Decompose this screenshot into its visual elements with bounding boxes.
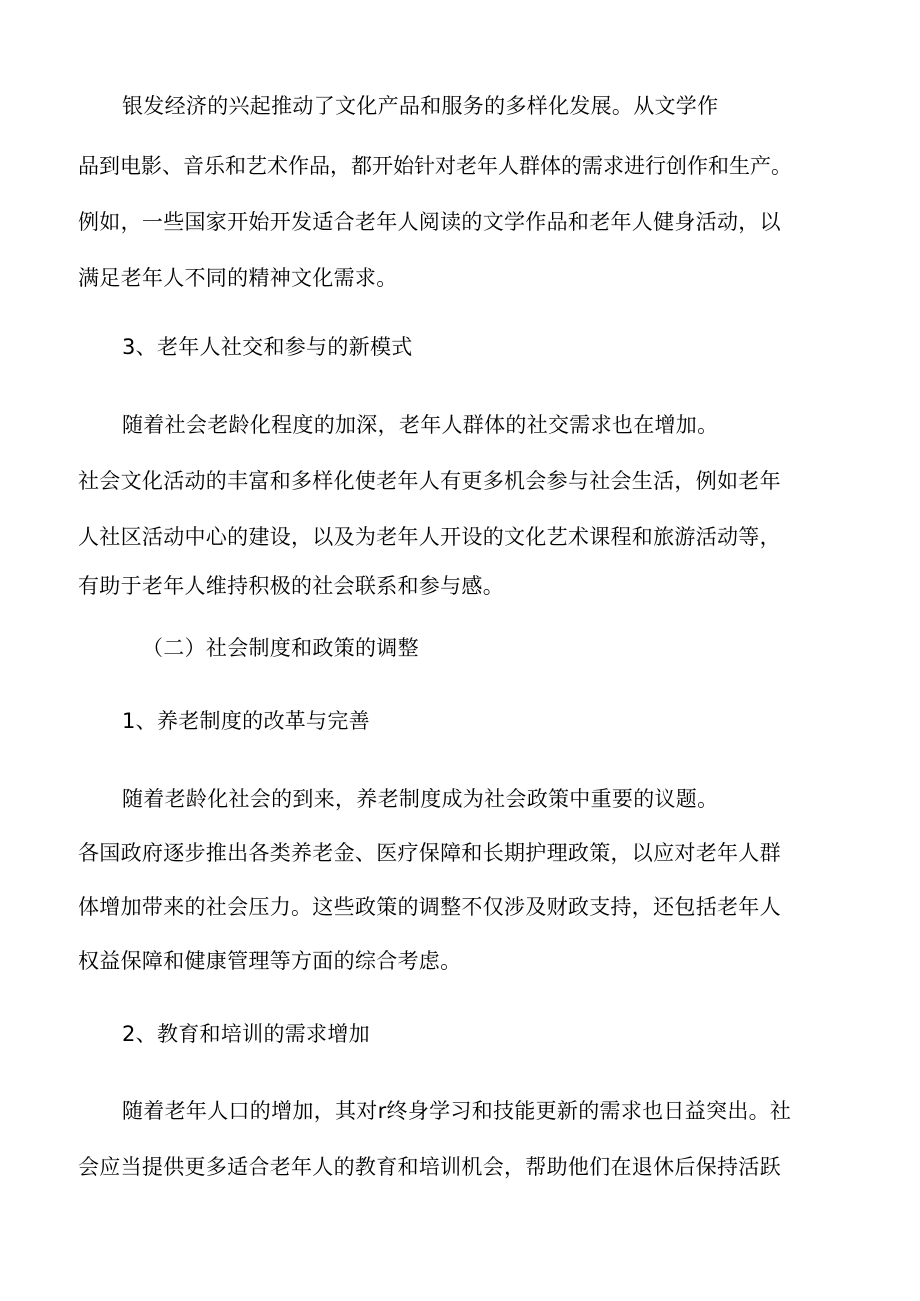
paragraph-line: 随着老龄化社会的到来，养老制度成为社会政策中重要的议题。 — [122, 787, 719, 811]
paragraph-line: 随着老年人口的增加，其对r终身学习和技能更新的需求也日益突出。社 — [122, 1099, 792, 1123]
paragraph-line: 例如，一些国家开始开发适合老年人阅读的文学作品和老年人健身活动，以 — [78, 210, 781, 234]
section-title: （二）社会制度和政策的调整 — [142, 636, 419, 660]
subsection-heading-2: 2、教育和培训的需求增加 — [122, 1022, 370, 1046]
paragraph-line: 会应当提供更多适合老年人的教育和培训机会，帮助他们在退休后保持活跃 — [78, 1155, 781, 1179]
section-heading-3: 3、老年人社交和参与的新模式 — [122, 335, 413, 359]
paragraph-line: 随着社会老龄化程度的加深，老年人群体的社交需求也在增加。 — [122, 413, 719, 437]
subsection-heading-1: 1、养老制度的改革与完善 — [122, 709, 370, 733]
paragraph-line: 银发经济的兴起推动了文化产品和服务的多样化发展。从文学作 — [122, 94, 719, 118]
paragraph-line: 权益保障和健康管理等方面的综合考虑。 — [78, 949, 462, 973]
paragraph-line: 品到电影、音乐和艺术作品，都开始针对老年人群体的需求进行创作和生产。 — [78, 154, 792, 178]
paragraph-line: 有助于老年人维持积极的社会联系和参与感。 — [78, 574, 504, 598]
paragraph-line: 社会文化活动的丰富和多样化使老年人有更多机会参与社会生活，例如老年 — [78, 469, 781, 493]
paragraph-line: 各国政府逐步推出各类养老金、医疗保障和长期护理政策，以应对老年人群 — [78, 841, 781, 865]
paragraph-line: 人社区活动中心的建设，以及为老年人开设的文化艺术课程和旅游活动等， — [78, 525, 781, 549]
paragraph-line: 满足老年人不同的精神文化需求。 — [78, 266, 398, 290]
paragraph-line: 体增加带来的社会压力。这些政策的调整不仅涉及财政支持，还包括老年人 — [78, 895, 781, 919]
